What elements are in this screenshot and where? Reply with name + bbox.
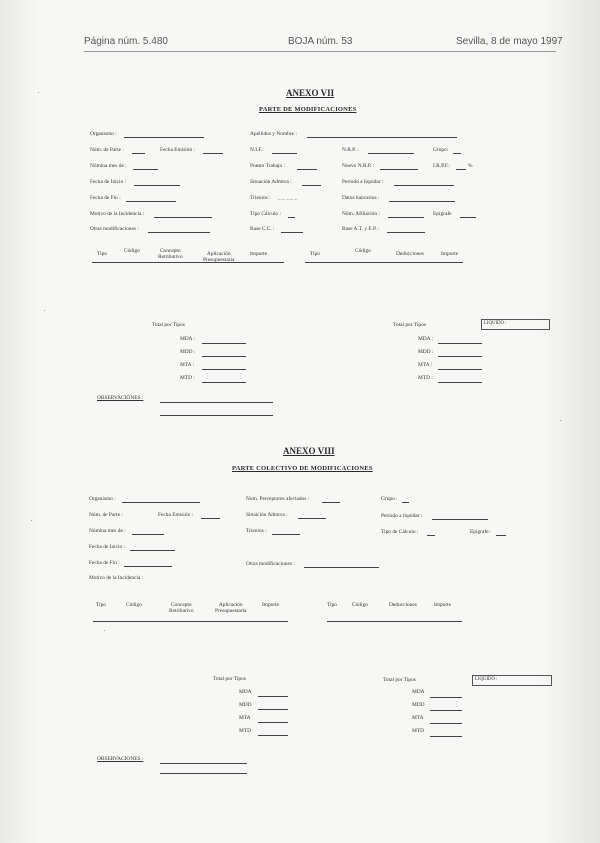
a8-total-tipos-right: Total por Tipos bbox=[383, 677, 416, 683]
num-afiliacion-field[interactable] bbox=[388, 217, 424, 218]
scan-speck bbox=[104, 630, 105, 631]
observaciones-line-1[interactable] bbox=[160, 402, 273, 403]
a8-mda-right: MDA bbox=[412, 689, 425, 695]
situacion-label: Situación Admtva : bbox=[250, 179, 292, 185]
total-tipos-right: Total por Tipos bbox=[393, 322, 426, 328]
grupo-field[interactable] bbox=[453, 153, 461, 154]
mdd-left: MDD : bbox=[180, 349, 196, 355]
a8-fecha-inicio-field[interactable] bbox=[130, 550, 175, 551]
fecha-fin-field[interactable] bbox=[126, 201, 176, 202]
apellidos-field[interactable] bbox=[307, 137, 457, 138]
fecha-emision-field[interactable] bbox=[203, 153, 223, 154]
a8-nomina-label: Nómina mes de : bbox=[89, 528, 126, 534]
a8-table-right-rule bbox=[327, 621, 462, 622]
nif-field[interactable] bbox=[272, 153, 297, 154]
mtd-left-field[interactable] bbox=[202, 382, 246, 383]
a8-th-aplicacion: Aplicación Presupuestaria bbox=[215, 602, 247, 614]
puesto-field[interactable] bbox=[297, 169, 317, 170]
a8-mda-left-field[interactable] bbox=[258, 696, 288, 697]
fecha-inicio-field[interactable] bbox=[134, 185, 180, 186]
a8-observaciones-label: OBSERVACIONES : bbox=[97, 756, 144, 762]
base-at-label: Base A.T. y E.P. : bbox=[342, 226, 380, 232]
mtd-right: MTD : bbox=[418, 375, 433, 381]
a8-mdd-left-field[interactable] bbox=[258, 709, 288, 710]
th-deducciones: Deducciones bbox=[396, 251, 424, 257]
num-parte-label: Núm. de Parte : bbox=[90, 147, 124, 153]
header-rule bbox=[84, 51, 556, 52]
a8-mtd-left-field[interactable] bbox=[258, 735, 288, 736]
a8-mta-right: MTA bbox=[412, 715, 424, 721]
trienios-label: Trienios : bbox=[250, 195, 271, 201]
a8-mdd-left: MDD bbox=[239, 702, 252, 708]
a8-perceptores-field[interactable] bbox=[322, 502, 340, 503]
mtd-right-field[interactable] bbox=[438, 382, 482, 383]
a8-th-deducciones: Deducciones bbox=[389, 602, 417, 608]
mta-left: MTA : bbox=[180, 362, 195, 368]
base-cc-label: Base C.C. : bbox=[250, 226, 275, 232]
a8-tipo-calculo-label: Tipo de Cálculo : bbox=[381, 529, 419, 535]
periodo-field[interactable] bbox=[394, 185, 454, 186]
scan-speck bbox=[44, 310, 45, 311]
annex8-subtitle: PARTE COLECTIVO DE MODIFICACIONES bbox=[232, 465, 373, 472]
a8-trienios-field[interactable] bbox=[272, 534, 300, 535]
a8-mta-left-field[interactable] bbox=[258, 722, 288, 723]
liquido-label: LIQUIDO : bbox=[484, 321, 507, 326]
nrp-label: N.R.P. : bbox=[342, 147, 359, 153]
a8-mdd-right-field[interactable] bbox=[430, 710, 462, 711]
mta-right: MTA : bbox=[418, 362, 433, 368]
th-importe: Importe bbox=[250, 251, 268, 257]
fecha-emision-label: Fecha Emisión : bbox=[160, 147, 196, 153]
th-aplicacion: Aplicación Presupuestaria bbox=[203, 251, 235, 263]
a8-total-tipos-left: Total por Tipos bbox=[213, 676, 246, 682]
organismo-field[interactable] bbox=[124, 137, 204, 138]
bulletin-date: Sevilla, 8 de mayo 1997 bbox=[456, 36, 563, 47]
a8-th-tipo-right: Tipo bbox=[327, 602, 337, 608]
num-afiliacion-label: Núm. Afiliación : bbox=[342, 211, 380, 217]
observaciones-label: OBSERVACIONES : bbox=[97, 395, 144, 401]
mda-left-field[interactable] bbox=[202, 343, 246, 344]
periodo-label: Período a liquidar : bbox=[342, 179, 384, 185]
a8-otras-label: Otras modificaciones : bbox=[246, 561, 295, 567]
page-number: Página núm. 5.480 bbox=[84, 36, 168, 47]
a8-trienios-label: Trienios : bbox=[246, 528, 267, 534]
a8-fecha-inicio-label: Fecha de Inicio : bbox=[89, 544, 126, 550]
nomina-field[interactable] bbox=[133, 169, 158, 170]
a8-liquido-label: LIQUIDO : bbox=[475, 677, 498, 682]
mda-left: MDA : bbox=[180, 336, 196, 342]
a8-periodo-field[interactable] bbox=[432, 519, 488, 520]
a8-grupo-field[interactable] bbox=[402, 502, 409, 503]
base-at-field[interactable] bbox=[387, 232, 425, 233]
a8-mta-right-field[interactable] bbox=[430, 723, 462, 724]
annex7-title: ANEXO VII bbox=[286, 88, 335, 98]
motivo-field[interactable] bbox=[154, 217, 212, 218]
a8-epigrafe-field[interactable] bbox=[496, 535, 506, 536]
nuevo-nrp-label: Nuevo N.R.P. : bbox=[342, 163, 375, 169]
apellidos-label: Apellidos y Nombre : bbox=[250, 131, 297, 137]
a8-mda-left: MDA bbox=[239, 689, 252, 695]
bulletin-issue: BOJA núm. 53 bbox=[288, 36, 353, 47]
scan-speck bbox=[560, 420, 561, 421]
th-concepto: Concepto Retributivo bbox=[158, 248, 183, 260]
a8-fecha-fin-label: Fecha de Fin : bbox=[89, 560, 120, 566]
a8-epigrafe-label: Epígrafe: bbox=[470, 529, 491, 535]
irpf-field[interactable] bbox=[456, 169, 466, 170]
datos-bancarios-label: Datos bancarios : bbox=[342, 195, 380, 201]
a8-th-codigo: Código bbox=[126, 602, 142, 608]
annex7-subtitle: PARTE DE MODIFICACIONES bbox=[259, 106, 357, 113]
table-right-rule bbox=[305, 262, 463, 263]
a8-perceptores-label: Num. Perceptores afectados : bbox=[246, 496, 310, 502]
scan-speck bbox=[38, 92, 39, 93]
mda-right-field[interactable] bbox=[438, 343, 482, 344]
nomina-label: Nómina mes de : bbox=[90, 163, 127, 169]
a8-num-parte-label: Núm. de Parte : bbox=[89, 512, 123, 518]
a8-mtd-right-field[interactable] bbox=[430, 736, 462, 737]
datos-bancarios-field[interactable] bbox=[389, 201, 455, 202]
nif-label: N.I.F.: bbox=[250, 147, 264, 153]
nrp-field[interactable] bbox=[368, 153, 414, 154]
annex8-title: ANEXO VIII bbox=[283, 446, 335, 456]
a8-th-concepto: Concepto Retributivo bbox=[169, 602, 194, 614]
epigrafe-field[interactable] bbox=[460, 217, 476, 218]
th-codigo-right: Código bbox=[355, 248, 371, 254]
total-tipos-left: Total por Tipos bbox=[152, 322, 185, 328]
grupo-label: Grupo: bbox=[433, 147, 449, 153]
a8-th-importe: Importe bbox=[262, 602, 280, 608]
a8-th-tipo: Tipo bbox=[96, 602, 106, 608]
a8-organismo-label: Organismo : bbox=[89, 496, 116, 502]
a8-fecha-emision-label: Fecha Emisión : bbox=[158, 512, 194, 518]
a8-situacion-field[interactable] bbox=[298, 518, 326, 519]
a8-mtd-right: MTD bbox=[412, 728, 424, 734]
a8-periodo-label: Período a liquidar : bbox=[381, 513, 423, 519]
a8-th-codigo-right: Código bbox=[352, 602, 368, 608]
a8-motivo-label: Motivo de la Incidencia : bbox=[89, 575, 144, 581]
puesto-label: Puesto Trabajo : bbox=[250, 163, 286, 169]
otras-label: Otras modificaciones : bbox=[90, 226, 139, 232]
a8-situacion-label: Situación Admtva : bbox=[246, 512, 288, 518]
a8-otras-field[interactable] bbox=[304, 567, 379, 568]
a8-fecha-fin-field[interactable] bbox=[124, 566, 172, 567]
num-parte-field[interactable] bbox=[132, 153, 145, 154]
organismo-label: Organismo : bbox=[90, 131, 117, 137]
irpf-unit: % bbox=[468, 163, 473, 169]
otras-field[interactable] bbox=[148, 232, 210, 233]
a8-tipo-calculo-field[interactable] bbox=[427, 535, 435, 536]
scan-speck bbox=[31, 520, 32, 521]
fecha-inicio-label: Fecha de Inicio : bbox=[90, 179, 127, 185]
a8-fecha-emision-field[interactable] bbox=[201, 518, 220, 519]
mda-right: MDA : bbox=[418, 336, 434, 342]
observaciones-line-2[interactable] bbox=[160, 415, 273, 416]
th-importe-right: Importe bbox=[441, 251, 459, 257]
epigrafe-label: Epígrafe bbox=[433, 211, 452, 217]
table-left-rule bbox=[92, 262, 284, 263]
tipo-calculo-label: Tipo Cálculo : bbox=[250, 211, 281, 217]
a8-th-importe-right: Importe bbox=[434, 602, 452, 608]
tipo-calculo-field[interactable] bbox=[288, 217, 295, 218]
mta-right-field[interactable] bbox=[438, 369, 482, 370]
a8-mda-right-field[interactable] bbox=[430, 697, 462, 698]
motivo-label: Motivo de la Incidencia : bbox=[90, 211, 145, 217]
nuevo-nrp-field[interactable] bbox=[380, 169, 418, 170]
a8-table-left-rule bbox=[93, 621, 288, 622]
fecha-fin-label: Fecha de Fin : bbox=[90, 195, 121, 201]
mdd-right-field[interactable] bbox=[438, 356, 482, 357]
a8-observaciones-line-2[interactable] bbox=[160, 773, 247, 774]
a8-mdd-right: MDD bbox=[412, 702, 425, 708]
mdd-left-field[interactable] bbox=[202, 356, 246, 357]
a8-organismo-field[interactable] bbox=[122, 502, 200, 503]
trienios-blank[interactable]: _ _ _ _ _ bbox=[278, 195, 297, 201]
mdd-right: MDD : bbox=[418, 349, 434, 355]
base-cc-field[interactable] bbox=[281, 232, 303, 233]
th-tipo-right: Tipo bbox=[310, 251, 320, 257]
th-codigo: Código bbox=[124, 248, 140, 254]
irpf-label: I.R.P.F.: bbox=[433, 163, 451, 169]
situacion-field[interactable] bbox=[302, 185, 321, 186]
a8-grupo-label: Grupo : bbox=[381, 496, 398, 502]
mtd-left: MTD : bbox=[180, 375, 195, 381]
a8-observaciones-line-1[interactable] bbox=[160, 763, 247, 764]
a8-mta-left: MTA bbox=[239, 715, 251, 721]
mta-left-field[interactable] bbox=[202, 369, 246, 370]
a8-mtd-left: MTD bbox=[239, 728, 251, 734]
th-tipo: Tipo bbox=[97, 251, 107, 257]
a8-nomina-field[interactable] bbox=[132, 534, 164, 535]
